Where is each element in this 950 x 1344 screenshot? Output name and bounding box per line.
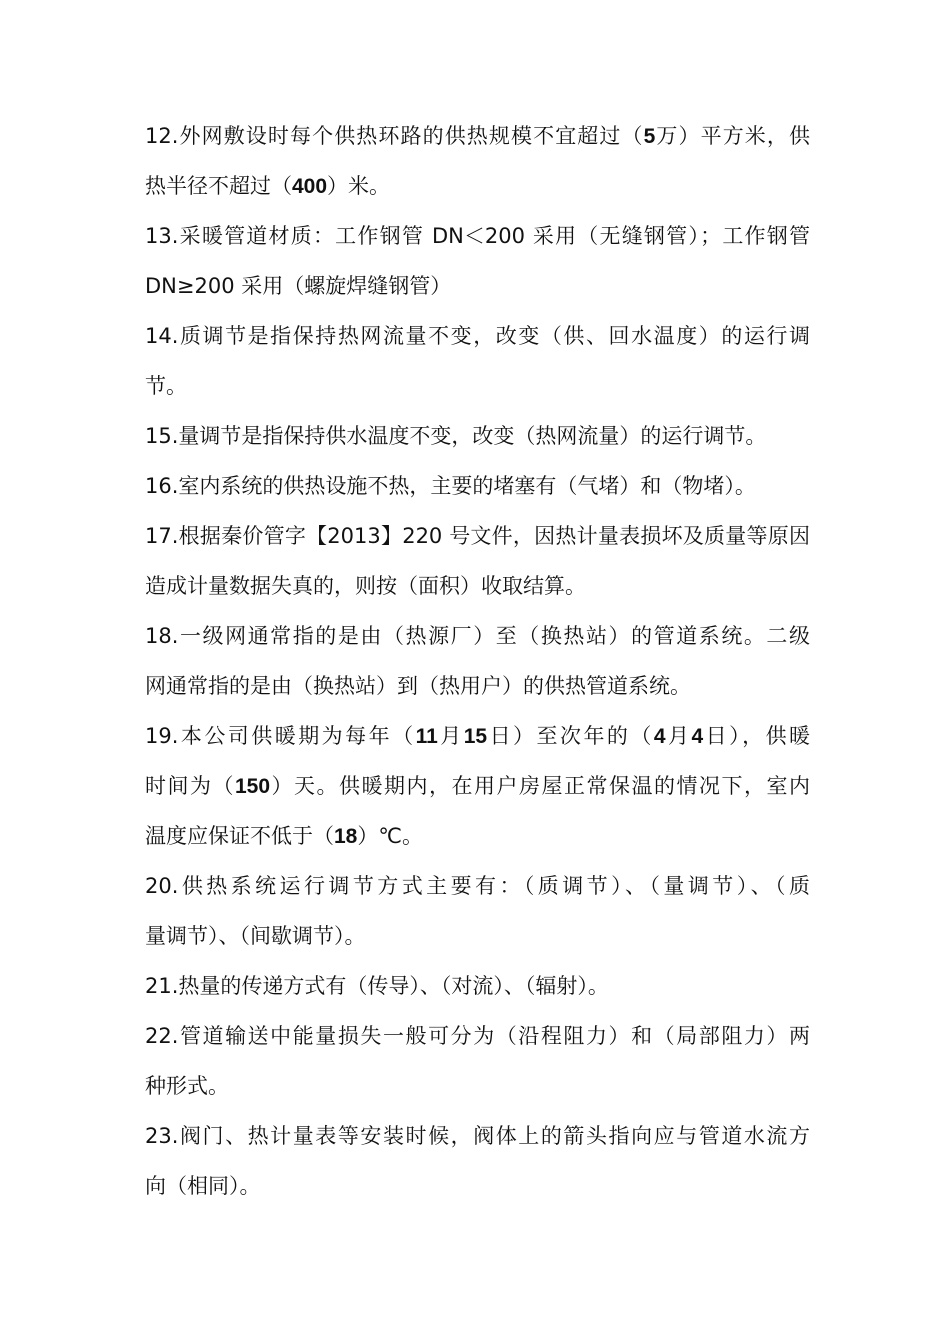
item-20-line-1: 20.供热系统运行调节方式主要有：（质调节）、（量调节）、（质 [145, 874, 810, 898]
text-segment: ）天。供暖期内，在用户房屋正常保温的情况下，室内 [270, 774, 810, 798]
text-segment: 万）平方米，供 [655, 124, 810, 148]
item-13-line-2: DN≥200 采用（螺旋焊缝钢管） [145, 274, 452, 298]
value-150: 150 [235, 775, 271, 798]
item-19-line-2 [145, 764, 810, 814]
text-segment: 时间为（ [145, 774, 235, 798]
text-segment: 12.外网敷设时每个供热环路的供热规模不宜超过（ [145, 124, 644, 148]
item-23-line-2: 向（相同）。 [145, 1174, 261, 1198]
item-12-line-1 [145, 114, 810, 164]
item-20-line-2: 量调节）、（间歇调节）。 [145, 924, 366, 948]
value-15: 15 [463, 725, 488, 748]
value-4-month: 4 [653, 725, 666, 748]
document-body [145, 114, 810, 1214]
item-15-line-1: 15.量调节是指保持供水温度不变，改变（热网流量）的运行调节。 [145, 424, 767, 448]
value-11: 11 [415, 725, 438, 748]
text-segment: 月 [665, 724, 692, 748]
item-19-line-3 [145, 814, 810, 864]
item-21-line-1: 21.热量的传递方式有（传导）、（对流）、（辐射）。 [145, 974, 609, 998]
value-400: 400 [292, 175, 328, 198]
text-segment: 月 [437, 724, 464, 748]
text-segment: 19.本公司供暖期为每年（ [145, 724, 416, 748]
item-14-line-1: 14.质调节是指保持热网流量不变，改变（供、回水温度）的运行调 [145, 324, 810, 348]
item-22-line-1: 22.管道输送中能量损失一般可分为（沿程阻力）和（局部阻力）两 [145, 1024, 810, 1048]
text-segment: 日），供暖 [703, 724, 810, 748]
item-17-line-2: 造成计量数据失真的，则按（面积）收取结算。 [145, 574, 586, 598]
item-18-line-2: 网通常指的是由（换热站）到（热用户）的供热管道系统。 [145, 674, 691, 698]
value-18: 18 [334, 825, 358, 848]
text-segment: ）米。 [327, 174, 391, 198]
item-12-line-2 [145, 164, 810, 214]
item-22-line-2: 种形式。 [145, 1074, 229, 1098]
text-segment: 日）至次年的（ [487, 724, 654, 748]
text-segment: 热半径不超过（ [145, 174, 292, 198]
item-14-line-2: 节。 [145, 374, 187, 398]
item-17-line-1: 17.根据秦价管字【2013】220 号文件，因热计量表损坏及质量等原因 [145, 524, 810, 548]
text-segment: ）℃。 [357, 824, 423, 848]
item-18-line-1: 18.一级网通常指的是由（热源厂）至（换热站）的管道系统。二级 [145, 624, 810, 648]
text-segment: 温度应保证不低于（ [145, 824, 334, 848]
item-13-line-1: 13.采暖管道材质：工作钢管 DN＜200 采用（无缝钢管）；工作钢管 [145, 224, 810, 248]
item-19-line-1 [145, 714, 810, 764]
value-4-day: 4 [691, 725, 704, 748]
item-16-line-1: 16.室内系统的供热设施不热，主要的堵塞有（气堵）和（物堵）。 [145, 474, 756, 498]
value-5: 5 [643, 125, 656, 148]
item-23-line-1: 23.阀门、热计量表等安装时候，阀体上的箭头指向应与管道水流方 [145, 1124, 810, 1148]
